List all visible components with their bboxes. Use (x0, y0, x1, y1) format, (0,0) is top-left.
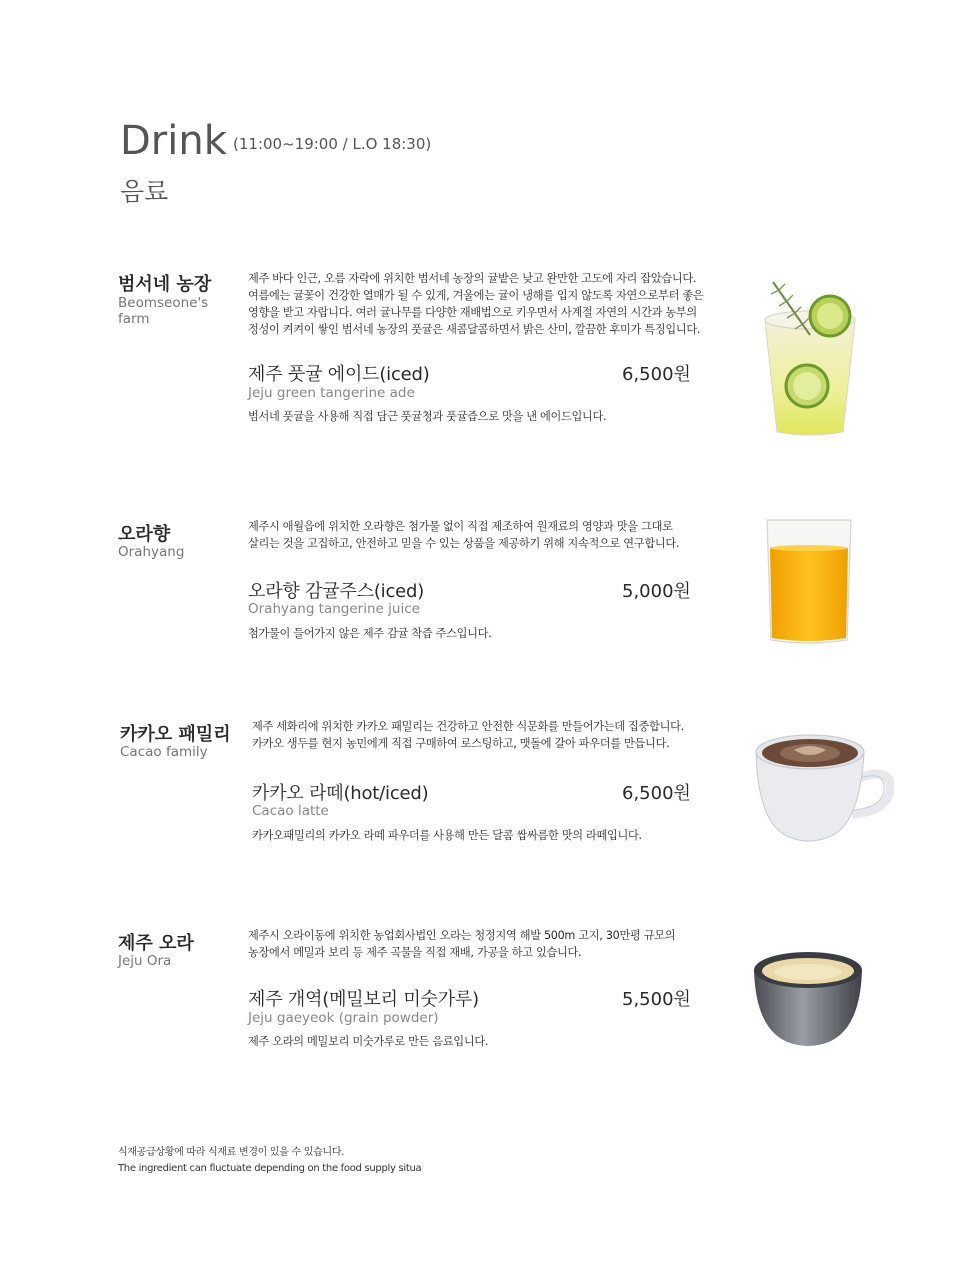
menu-item-price: 5,500원 (622, 989, 691, 1010)
footer-note-en: The ingredient can fluctuate depending on the food supply situa (118, 1163, 422, 1174)
menu-item-name: 카카오 라떼(hot/iced) (252, 783, 429, 804)
menu-item-note: 카카오패밀리의 카카오 라떼 파우더를 사용해 만든 달콤 쌉싸름한 맛의 라떼입니다. (252, 829, 642, 842)
menu-item-note: 제주 오라의 메밀보리 미숫가루로 만든 음료입니다. (248, 1035, 489, 1048)
farm-name-en: Orahyang (118, 544, 185, 560)
farm-description: 제주 세화리에 위치한 카카오 패밀리는 건강하고 안전한 식문화를 만들어가는데 집중합니다. 카카오 생두를 현지 농민에게 직접 구매하여 로스팅하고, 맷돌에 갈아 파우더를 만듭니다. (252, 720, 684, 750)
farm-name-kr: 제주 오라 (118, 933, 194, 954)
footer-note-kr: 식재공급상황에 따라 식재료 변경이 있을 수 있습니다. (118, 1147, 345, 1158)
farm-name-kr: 오라향 (118, 524, 171, 545)
farm-description: 제주 바다 인근, 오름 자락에 위치한 범서네 농장의 귤밭은 낮고 완만한 고도에 자리 잡았습니다. 여름에는 귤꽃이 건강한 열매가 될 수 있게, 겨울에는 귤이 냉해를 입지 않도록 자연으로부터 좋은 영향을 받고 자랍니다. 여러 귤나무를 다양한 재배법으로 키우면서 사계절 자연의 시간과 농부의 정성이 켜켜이 쌓인 범서네 농장의 풋귤은 새콤달콤하면서 밝은 산미, 깔끔한 후미가 특징입니다. (248, 272, 704, 336)
page-subtitle: 음료 (120, 177, 169, 206)
farm-name-en: Jeju Ora (118, 953, 172, 969)
menu-item-name: 제주 개역(메밀보리 미숫가루) (248, 989, 479, 1010)
footer-notice (118, 1145, 421, 1177)
farm-description: 제주시 애월읍에 위치한 오라향은 첨가물 없이 직접 제조하여 원재료의 영양과 맛을 그대로 살리는 것을 고집하고, 안전하고 믿을 수 있는 상품을 제공하기 위해 지속적으로 연구합니다. (248, 520, 680, 550)
farm-name-en: Cacao family (120, 744, 208, 760)
menu-item-note: 범서네 풋귤을 사용해 직접 담근 풋귤청과 풋귤즙으로 맛을 낸 에이드입니다. (248, 410, 607, 423)
tangerine-ade-icon (755, 280, 865, 440)
menu-item-price: 6,500원 (622, 783, 691, 804)
farm-name-en: Beomseone's farm (118, 295, 209, 327)
farm-description: 제주시 오라이동에 위치한 농업회사법인 오라는 청정지역 해발 500m 고지, 30만평 규모의 농장에서 메밀과 보리 등 제주 곡물을 직접 재배, 가공을 하고 있습니다. (248, 929, 676, 959)
opening-hours: (11:00~19:00 / L.O 18:30) (233, 135, 432, 153)
farm-name-kr: 범서네 농장 (118, 274, 212, 295)
menu-item-name-en: Orahyang tangerine juice (248, 601, 420, 617)
menu-item-price: 5,000원 (622, 581, 691, 602)
page-title: Drink (120, 118, 227, 164)
menu-item-name: 제주 풋귤 에이드(iced) (248, 364, 430, 385)
menu-item-price: 6,500원 (622, 364, 691, 385)
juice-glass-icon (765, 518, 853, 646)
menu-item-name: 오라향 감귤주스(iced) (248, 581, 425, 602)
menu-item-name-en: Jeju gaeyeok (grain powder) (248, 1010, 439, 1026)
menu-item-note: 첨가물이 들어가지 않은 제주 감귤 착즙 주스입니다. (248, 627, 492, 640)
menu-item-name-en: Cacao latte (252, 803, 329, 819)
latte-cup-icon (752, 728, 894, 846)
farm-name-kr: 카카오 패밀리 (120, 724, 231, 745)
menu-item-name-en: Jeju green tangerine ade (248, 385, 415, 401)
grain-drink-bowl-icon (752, 948, 864, 1048)
